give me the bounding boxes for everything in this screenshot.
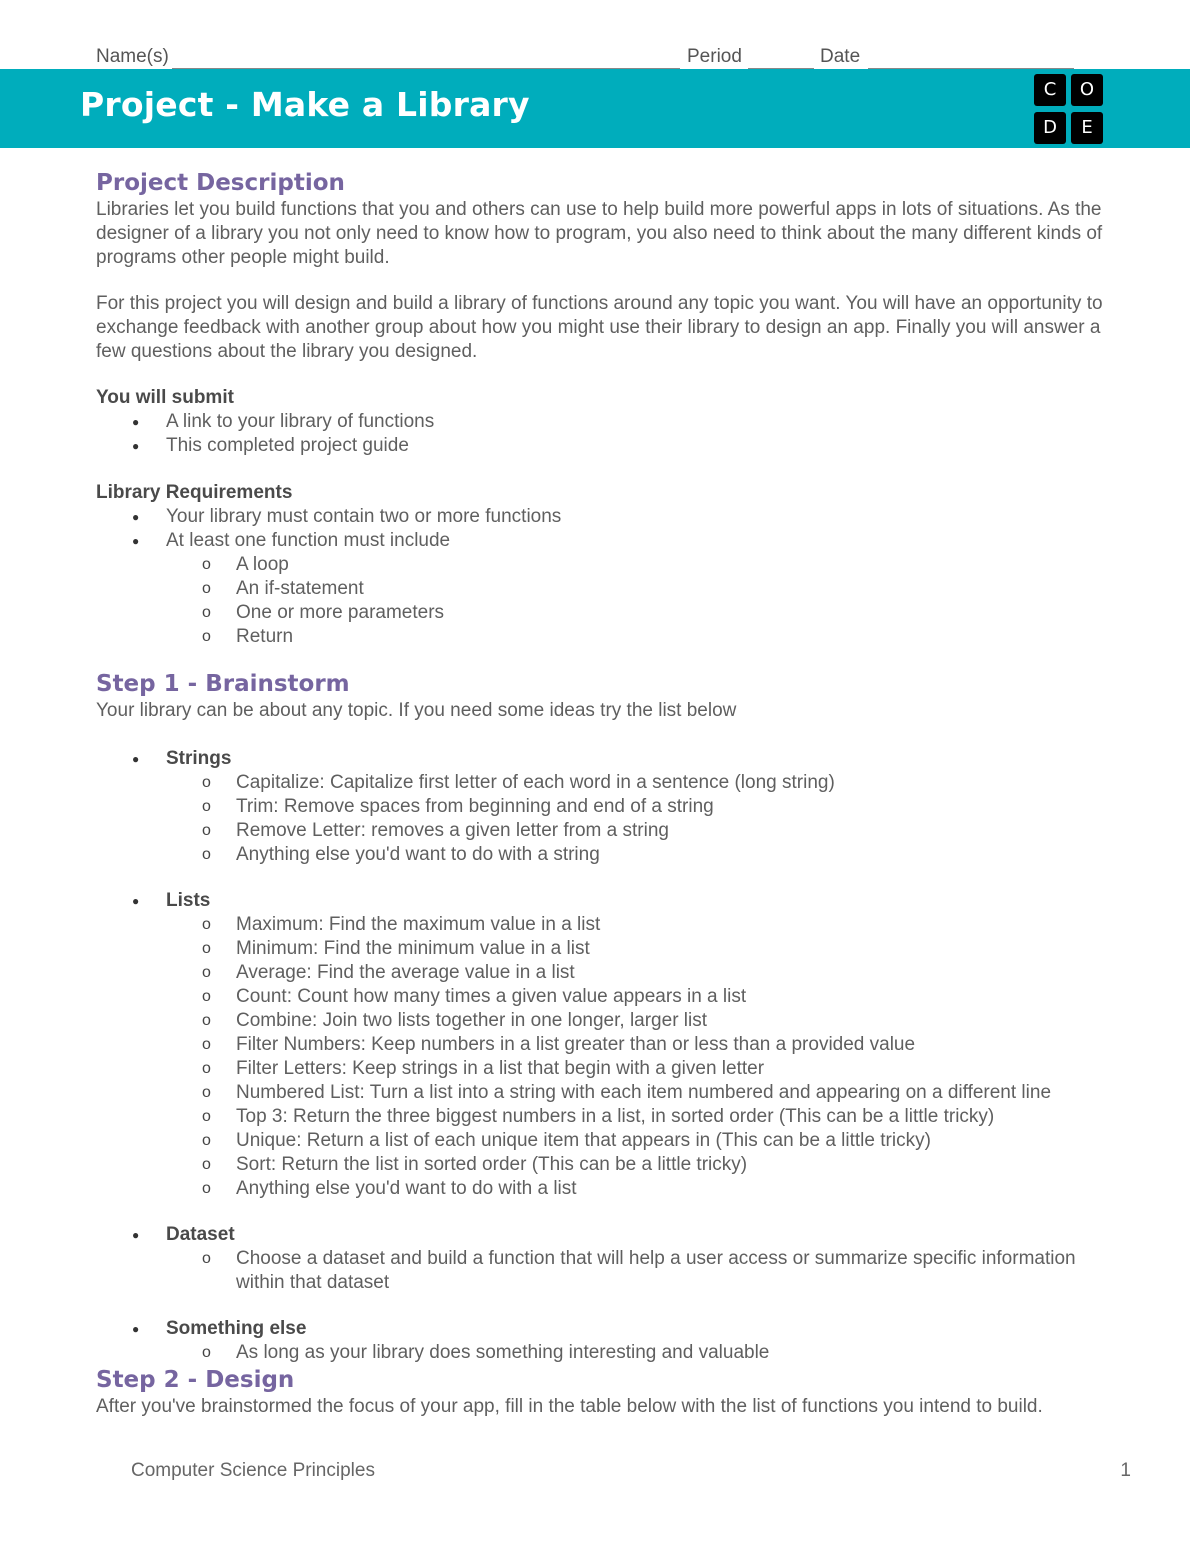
logo-letter-c: C [1034,74,1066,106]
list-item [96,529,1126,649]
logo-letter-o: O [1071,74,1103,106]
logo-letter-d: D [1034,112,1066,144]
sub-list-item: o Count: Count how many times a given value appears in a list [96,985,1126,1009]
sub-list-item: o Sort: Return the list in sorted order (This can be a little tricky) [96,1153,1126,1177]
page-footer [131,1460,1131,1482]
code-org-logo [1034,74,1104,146]
period-label: Period [687,46,742,67]
sub-list-item: o Top 3: Return the three biggest numbers in a list, in sorted order (This can be a little tricky) [96,1105,1126,1129]
course-name: Computer Science Principles [131,1460,375,1481]
lists-sub-list [166,913,1126,1201]
document-body [96,168,1126,1419]
list-item: ● A link to your library of functions [96,410,1126,434]
requirements-heading: Library Requirements [96,482,293,503]
brainstorm-list [96,747,1126,1365]
dataset-sub-list [166,1247,1126,1295]
sub-list-item: o Average: Find the average value in a list [96,961,1126,985]
requirements-sub-list [166,553,1126,649]
sub-list-item: o Trim: Remove spaces from beginning and end of a string [96,795,1126,819]
category-dataset [96,1223,1126,1295]
list-item: ● Your library must contain two or more functions [96,505,1126,529]
something-else-sub-list [166,1341,1126,1365]
date-label: Date [820,46,861,67]
category-lists [96,889,1126,1201]
description-paragraph-1: Libraries let you build functions that you and others can use to help build more powerful apps in lots of situations. As the designer of a library you not only need to know how to program, you also need to think about the many different kinds of programs other people might build. [96,199,1103,268]
step-2-intro: After you've brainstormed the focus of your app, fill in the table below with the list of functions you intend to build. [96,1396,1043,1417]
section-heading-step-1: Step 1 - Brainstorm [96,671,350,697]
section-heading-project-description: Project Description [96,170,345,196]
sub-list-item: o Maximum: Find the maximum value in a list [96,913,1126,937]
sub-list-item: o Return [96,625,1126,649]
sub-list-item: o Remove Letter: removes a given letter from a string [96,819,1126,843]
category-label: Something else [166,1318,307,1339]
category-label: Dataset [166,1224,235,1245]
sub-list-item: o Numbered List: Turn a list into a string with each item numbered and appearing on a different line [96,1081,1126,1105]
submit-heading: You will submit [96,387,234,408]
sub-list-item: o An if-statement [96,577,1126,601]
sub-list-item: o Anything else you'd want to do with a list [96,1177,1126,1201]
sub-list-item: o Anything else you'd want to do with a string [96,843,1126,867]
step-1-intro: Your library can be about any topic. If you need some ideas try the list below [96,700,737,721]
section-heading-step-2: Step 2 - Design [96,1367,295,1393]
sub-list-item: o A loop [96,553,1126,577]
sub-list-item: o Combine: Join two lists together in one longer, larger list [96,1009,1126,1033]
title-banner [0,69,1190,148]
logo-letter-e: E [1071,112,1103,144]
sub-list-item: o Capitalize: Capitalize first letter of each word in a sentence (long string) [96,771,1126,795]
list-item: ● This completed project guide [96,434,1126,458]
sub-list-item: o Filter Numbers: Keep numbers in a list greater than or less than a provided value [96,1033,1126,1057]
sub-list-item: o One or more parameters [96,601,1126,625]
submit-list [96,410,1126,458]
category-something-else [96,1317,1126,1365]
category-strings [96,747,1126,867]
sub-list-item: o Minimum: Find the minimum value in a list [96,937,1126,961]
sub-list-item: o Filter Letters: Keep strings in a list that begin with a given letter [96,1057,1126,1081]
list-item-label: At least one function must include [166,530,451,551]
requirements-list [96,505,1126,649]
description-paragraph-2: For this project you will design and build a library of functions around any topic you want. You will have an opportunity to exchange feedback with another group about how you might use their library to design an app. Finally you will answer a few questions about the library you designed. [96,293,1103,362]
sub-list-item: o Choose a dataset and build a function that will help a user access or summarize specific information within that dataset [96,1247,1126,1295]
category-label: Lists [166,890,211,911]
sub-list-item: o As long as your library does something interesting and valuable [96,1341,1126,1365]
strings-sub-list [166,771,1126,867]
name-label: Name(s) [96,46,169,67]
page-number: 1 [1120,1460,1131,1481]
sub-list-item: o Unique: Return a list of each unique item that appears in (This can be a little tricky) [96,1129,1126,1153]
category-label: Strings [166,748,232,769]
page-title: Project - Make a Library [80,85,530,124]
